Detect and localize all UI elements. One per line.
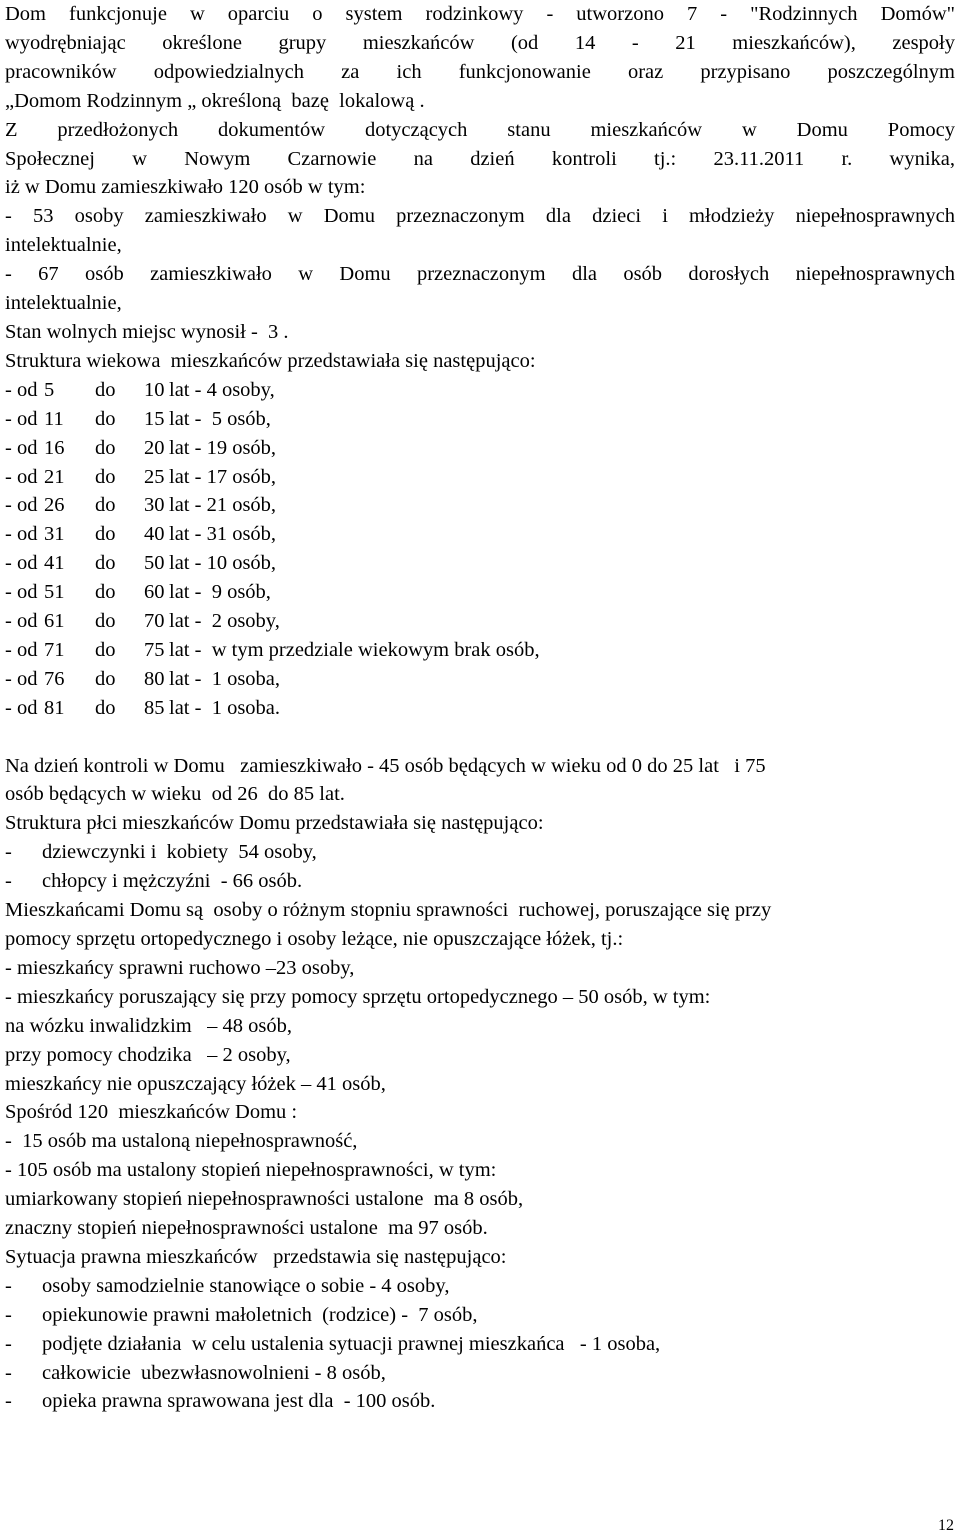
age-row-count: lat - 1 osoba. — [169, 696, 281, 719]
list-item — [5, 636, 955, 665]
list-item — [5, 838, 955, 867]
list-item-text: opieka prawna sprawowana jest dla - 100 osób. — [42, 1390, 436, 1413]
age-row-prefix: - od — [5, 638, 38, 661]
age-row-count: lat - 4 osoby, — [169, 378, 275, 401]
age-row-do: do — [95, 494, 116, 517]
age-row-prefix: - od — [5, 667, 38, 690]
age-row-from: 61 — [44, 610, 65, 633]
age-row-to: 25 — [144, 465, 165, 488]
age-row-prefix: - od — [5, 494, 38, 517]
list-bullet: - — [5, 1303, 12, 1326]
list-item-text: opiekunowie prawni małoletnich (rodzice) - 7 osób, — [42, 1303, 478, 1326]
legal-section — [5, 1243, 955, 1416]
age-row-do: do — [95, 581, 116, 604]
disability-section — [5, 1098, 955, 1243]
intro-paragraph — [5, 0, 955, 116]
list-item — [5, 1330, 955, 1359]
age-row-count: lat - 10 osób, — [169, 552, 277, 575]
list-item — [5, 376, 955, 405]
age-row-to: 85 — [144, 696, 165, 719]
text-line: przy pomocy chodzika – 2 osoby, — [5, 1043, 291, 1066]
text-line: Dom funkcjonuje w oparciu o system rodzinkowy - utworzono 7 - "Rodzinnych Domów" — [5, 3, 955, 25]
text-line: Społecznej w Nowym Czarnowie na dzień kontroli tj.: 23.11.2011 r. wynika, — [5, 147, 955, 170]
text-line: mieszkańcy nie opuszczający łóżek – 41 osób, — [5, 1072, 386, 1095]
list-item — [5, 463, 955, 492]
age-row-from: 21 — [44, 465, 65, 488]
age-row-count: lat - 9 osób, — [169, 581, 271, 604]
age-row-prefix: - od — [5, 465, 38, 488]
age-row-count: lat - 31 osób, — [169, 523, 277, 546]
text-line: - 15 osób ma ustaloną niepełnosprawność, — [5, 1130, 358, 1153]
age-row-to: 15 — [144, 407, 165, 430]
legal-heading: Sytuacja prawna mieszkańców przedstawia się następująco: — [5, 1245, 507, 1268]
list-bullet: - — [5, 1332, 12, 1355]
age-row-count: lat - 1 osoba, — [169, 667, 281, 690]
page-number: 12 — [938, 1517, 954, 1534]
list-item-text: chłopcy i mężczyźni - 66 osób. — [42, 870, 303, 893]
text-line: „Domom Rodzinnym „ określoną bazę lokalową . — [5, 89, 425, 112]
age-row-to: 75 — [144, 638, 165, 661]
age-row-prefix: - od — [5, 436, 38, 459]
documents-paragraph — [5, 116, 955, 347]
list-item — [5, 1387, 955, 1416]
list-bullet: - — [5, 1274, 12, 1297]
age-row-do: do — [95, 610, 116, 633]
age-structure-section — [5, 347, 955, 723]
age-row-to: 70 — [144, 610, 165, 633]
text-line: Z przedłożonych dokumentów dotyczących stanu mieszkańców w Domu Pomocy — [5, 118, 955, 141]
age-row-do: do — [95, 523, 116, 546]
age-row-prefix: - od — [5, 696, 38, 719]
age-structure-heading: Struktura wiekowa mieszkańców przedstawiała się następująco: — [5, 349, 536, 372]
age-structure-list — [5, 376, 955, 723]
text-line: pomocy sprzętu ortopedycznego i osoby leżące, nie opuszczające łóżek, tj.: — [5, 927, 624, 950]
text-line: intelektualnie, — [5, 292, 122, 315]
age-row-do: do — [95, 552, 116, 575]
summary-paragraph — [5, 752, 955, 810]
age-row-prefix: - od — [5, 610, 38, 633]
list-item — [5, 867, 955, 896]
age-row-to: 30 — [144, 494, 165, 517]
text-line: Stan wolnych miejsc wynosił - 3 . — [5, 320, 289, 343]
mobility-section — [5, 896, 955, 1098]
age-row-count: lat - 17 osób, — [169, 465, 277, 488]
gender-heading: Struktura płci mieszkańców Domu przedstawiała się następująco: — [5, 812, 544, 835]
age-row-from: 16 — [44, 436, 65, 459]
list-item-text: osoby samodzielnie stanowiące o sobie - 4 osoby, — [42, 1274, 450, 1297]
list-bullet: - — [5, 1390, 12, 1413]
text-line: - mieszkańcy sprawni ruchowo –23 osoby, — [5, 956, 355, 979]
age-row-prefix: - od — [5, 407, 38, 430]
age-row-from: 5 — [44, 378, 55, 401]
age-row-to: 40 — [144, 523, 165, 546]
age-row-count: lat - 2 osoby, — [169, 610, 280, 633]
age-row-to: 50 — [144, 552, 165, 575]
list-bullet: - — [5, 841, 12, 864]
text-line: Na dzień kontroli w Domu zamieszkiwało - 45 osób będących w wieku od 0 do 25 lat i 75 — [5, 754, 766, 777]
age-row-to: 10 — [144, 378, 165, 401]
text-line: - 105 osób ma ustalony stopień niepełnosprawności, w tym: — [5, 1159, 497, 1182]
text-line: pracowników odpowiedzialnych za ich funkcjonowanie oraz przypisano poszczególnym — [5, 60, 955, 83]
age-row-to: 80 — [144, 667, 165, 690]
blank-line — [5, 723, 955, 752]
age-row-count: lat - 21 osób, — [169, 494, 277, 517]
text-line: znaczny stopień niepełnosprawności ustalone ma 97 osób. — [5, 1217, 488, 1240]
list-item — [5, 1359, 955, 1388]
list-item — [5, 578, 955, 607]
age-row-from: 26 — [44, 494, 65, 517]
list-item — [5, 405, 955, 434]
age-row-do: do — [95, 378, 116, 401]
list-item — [5, 1272, 955, 1301]
age-row-from: 41 — [44, 552, 65, 575]
age-row-count: lat - 5 osób, — [169, 407, 271, 430]
list-item — [5, 665, 955, 694]
age-row-from: 81 — [44, 696, 65, 719]
text-line: wyodrębniając określone grupy mieszkańców (od 14 - 21 mieszkańców), zespoły — [5, 31, 955, 54]
list-item — [5, 549, 955, 578]
list-bullet: - — [5, 870, 12, 893]
text-line: umiarkowany stopień niepełnosprawności ustalone ma 8 osób, — [5, 1188, 524, 1211]
list-item — [5, 491, 955, 520]
text-line: - 67 osób zamieszkiwało w Domu przeznaczonym dla osób dorosłych niepełnosprawnych — [5, 263, 955, 286]
age-row-count: lat - w tym przedziale wiekowym brak osób, — [169, 638, 540, 661]
list-item — [5, 607, 955, 636]
gender-section — [5, 809, 955, 896]
text-line: na wózku inwalidzkim – 48 osób, — [5, 1014, 292, 1037]
list-item-text: dziewczynki i kobiety 54 osoby, — [42, 841, 317, 864]
age-row-prefix: - od — [5, 552, 38, 575]
list-item — [5, 1301, 955, 1330]
text-line: intelektualnie, — [5, 234, 122, 257]
age-row-from: 11 — [44, 407, 64, 430]
text-line: iż w Domu zamieszkiwało 120 osób w tym: — [5, 176, 366, 199]
age-row-from: 31 — [44, 523, 65, 546]
list-item-text: podjęte działania w celu ustalenia sytuacji prawnej mieszkańca - 1 osoba, — [42, 1332, 661, 1355]
age-row-count: lat - 19 osób, — [169, 436, 277, 459]
list-item — [5, 434, 955, 463]
age-row-prefix: - od — [5, 581, 38, 604]
list-item — [5, 694, 955, 723]
list-bullet: - — [5, 1361, 12, 1384]
age-row-do: do — [95, 696, 116, 719]
legal-list — [5, 1272, 955, 1417]
list-item — [5, 520, 955, 549]
gender-list — [5, 838, 955, 896]
age-row-do: do — [95, 465, 116, 488]
age-row-to: 60 — [144, 581, 165, 604]
age-row-prefix: - od — [5, 523, 38, 546]
age-row-from: 71 — [44, 638, 65, 661]
text-line: Spośród 120 mieszkańców Domu : — [5, 1101, 298, 1124]
age-row-to: 20 — [144, 436, 165, 459]
age-row-do: do — [95, 667, 116, 690]
text-line: - mieszkańcy poruszający się przy pomocy sprzętu ortopedycznego – 50 osób, w tym: — [5, 985, 711, 1008]
age-row-prefix: - od — [5, 378, 38, 401]
list-item-text: całkowicie ubezwłasnowolnieni - 8 osób, — [42, 1361, 386, 1384]
age-row-do: do — [95, 407, 116, 430]
text-line: osób będących w wieku od 26 do 85 lat. — [5, 783, 345, 806]
age-row-from: 51 — [44, 581, 65, 604]
text-line: Mieszkańcami Domu są osoby o różnym stopniu sprawności ruchowej, poruszające się przy — [5, 899, 772, 922]
age-row-from: 76 — [44, 667, 65, 690]
text-line: - 53 osoby zamieszkiwało w Domu przeznaczonym dla dzieci i młodzieży niepełnosprawnych — [5, 205, 955, 228]
age-row-do: do — [95, 638, 116, 661]
age-row-do: do — [95, 436, 116, 459]
